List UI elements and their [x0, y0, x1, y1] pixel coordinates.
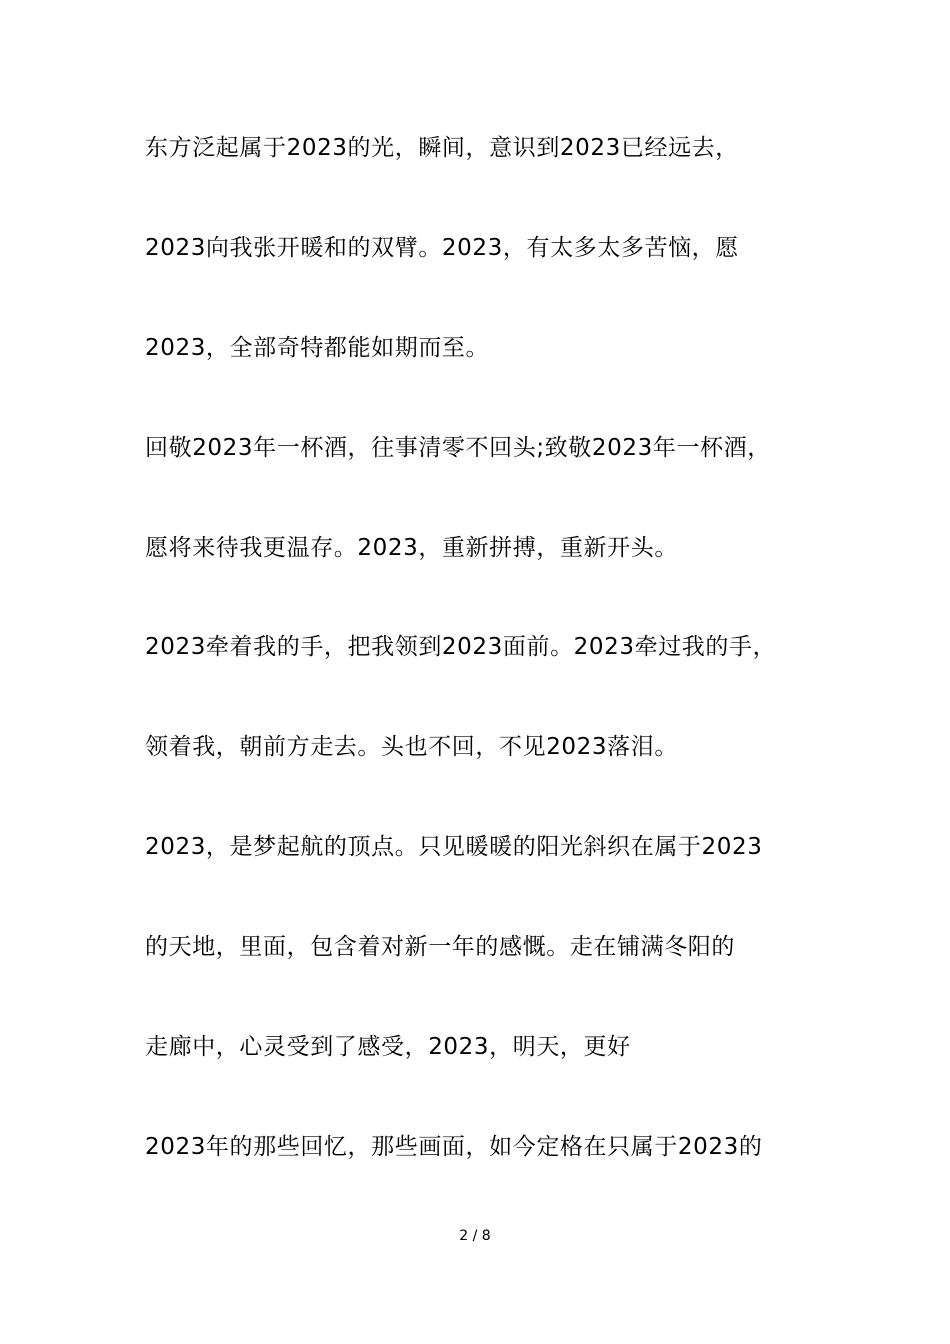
text-line: 2023牵着我的手，把我领到2023面前。2023牵过我的手，	[145, 634, 777, 661]
text-line: 2023向我张开暖和的双臂。2023，有太多太多苦恼，愿	[145, 234, 739, 261]
text-line: 愿将来待我更温存。2023，重新拼搏，重新开头。	[145, 534, 678, 561]
text-line: 回敬2023年一杯酒，往事清零不回头;致敬2023年一杯酒，	[145, 434, 771, 461]
page-number: 2 / 8	[459, 1228, 491, 1244]
text-line: 的天地，里面，包含着对新一年的感慨。走在铺满冬阳的	[145, 934, 735, 961]
text-line: 2023，全部奇特都能如期而至。	[145, 334, 490, 361]
text-line: 走廊中，心灵受到了感受，2023，明天，更好	[145, 1034, 631, 1061]
text-line: 东方泛起属于2023的光，瞬间，意识到2023已经远去，	[145, 135, 739, 161]
text-line: 2023，是梦起航的顶点。只见暖暖的阳光斜织在属于2023	[145, 834, 763, 861]
text-line: 2023年的那些回忆，那些画面，如今定格在只属于2023的	[145, 1133, 763, 1160]
text-line: 领着我，朝前方走去。头也不回，不见2023落泪。	[145, 734, 678, 761]
document-body	[145, 128, 825, 1227]
